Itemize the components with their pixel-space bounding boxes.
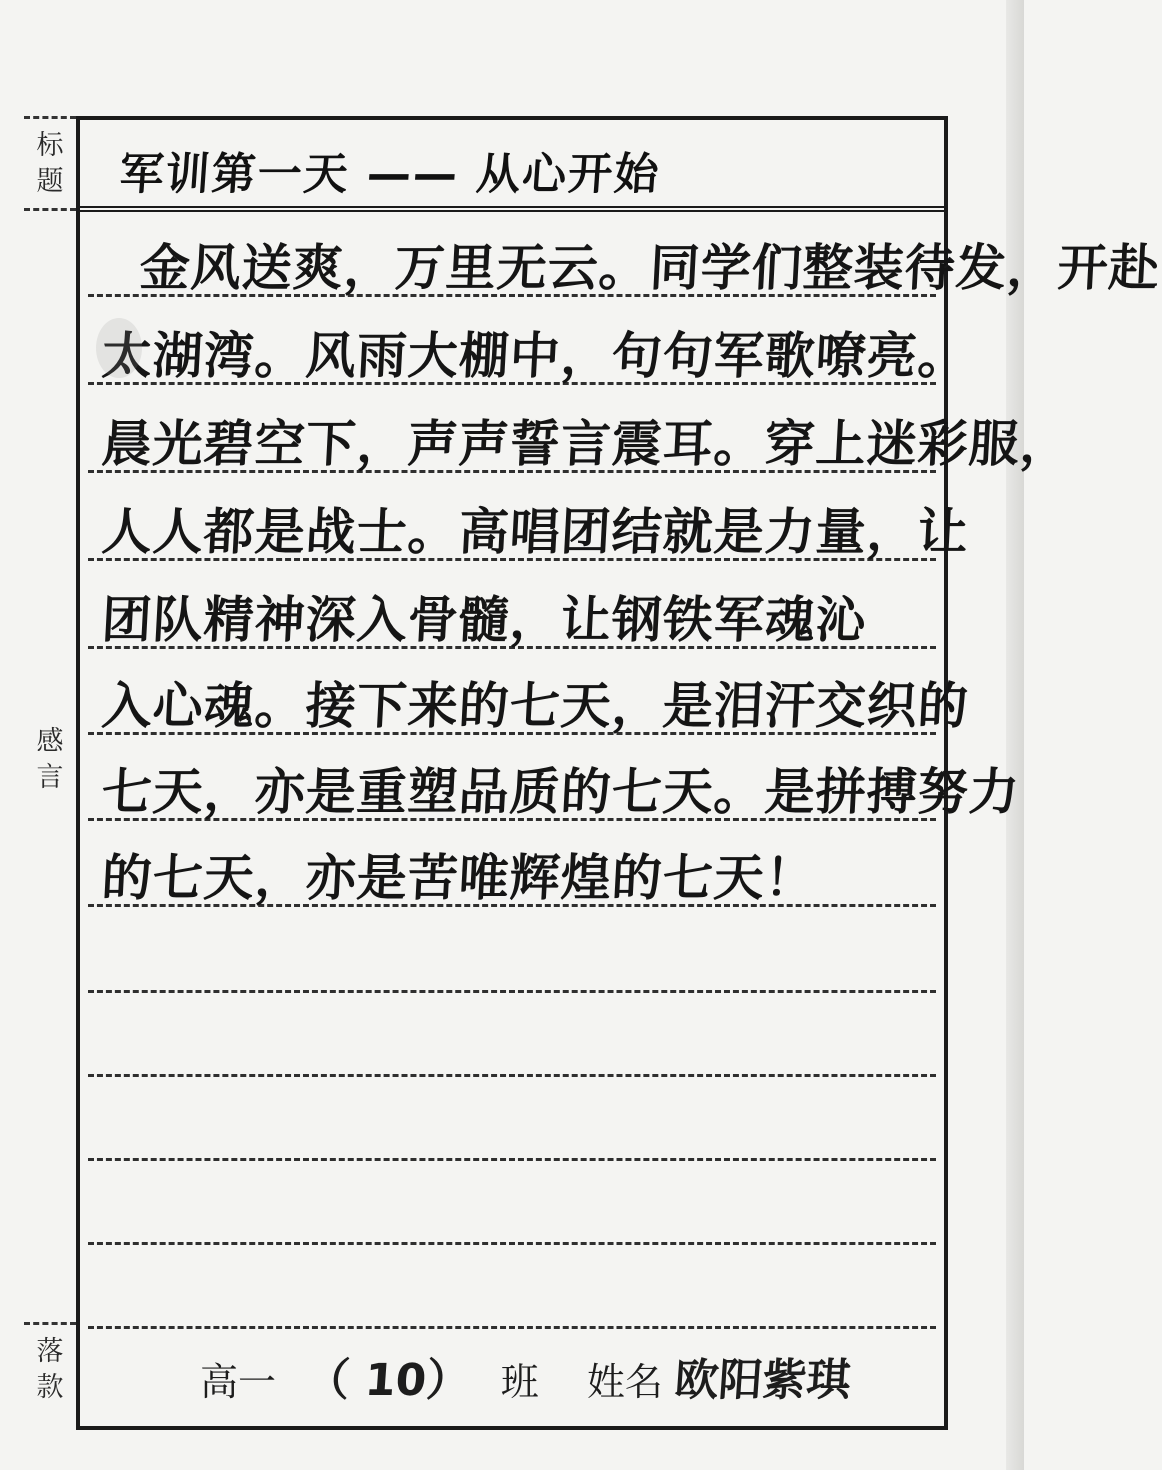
body-line-6: 入心魂。接下来的七天，是泪汗交织的 <box>100 677 971 735</box>
ruled-line <box>88 1158 936 1161</box>
title-row <box>80 120 944 212</box>
body-line-7: 七天，亦是重塑品质的七天。是拼搏努力 <box>100 763 1022 821</box>
reflection-label-char-1: 感 <box>36 726 64 757</box>
reflection-margin-label <box>22 724 78 796</box>
paper-smudge <box>96 318 142 378</box>
body-line-4: 人人都是战士。高唱团结就是力量，让 <box>100 503 971 561</box>
body-line-2: 太湖湾。风雨大棚中，句句军歌嘹亮。 <box>100 327 971 385</box>
title-label-top-dash <box>24 116 76 119</box>
reflection-label-char-2: 言 <box>36 762 64 793</box>
body-line-5: 团队精神深入骨髓，让钢铁军魂沁 <box>100 591 869 649</box>
title-label-char-1: 标 <box>36 130 64 161</box>
essay-title: 军训第一天 —— 从心开始 <box>117 149 663 200</box>
signature-margin-label <box>22 1334 78 1406</box>
body-line-1: 金风送爽，万里无云。同学们整装待发，开赴 <box>138 239 1162 297</box>
signature-label-top-dash <box>24 1322 76 1325</box>
signature-label-char-1: 落 <box>36 1336 64 1367</box>
signature-label-char-2: 款 <box>36 1372 64 1403</box>
ruled-line <box>88 1074 936 1077</box>
title-label-char-2: 题 <box>36 166 64 197</box>
body-line-3: 晨光碧空下，声声誓言震耳。穿上迷彩服， <box>100 415 1073 473</box>
title-label-bottom-dash <box>24 208 76 211</box>
signature-row <box>80 1326 944 1426</box>
writing-frame <box>76 116 1162 1430</box>
class-number: （ 10） <box>304 1355 473 1406</box>
ruled-line <box>88 1242 936 1245</box>
title-margin-label <box>22 128 78 200</box>
student-name: 欧阳紫琪 <box>672 1355 853 1406</box>
signature-line <box>200 1344 851 1408</box>
grade-text: 高一 <box>200 1360 277 1404</box>
ruled-line <box>88 990 936 993</box>
class-word: 班 <box>500 1360 539 1404</box>
body-line-8: 的七天，亦是苦唯辉煌的七天！ <box>100 849 818 907</box>
name-label: 姓名 <box>586 1360 663 1404</box>
paper-edge-shadow <box>1006 0 1024 1470</box>
